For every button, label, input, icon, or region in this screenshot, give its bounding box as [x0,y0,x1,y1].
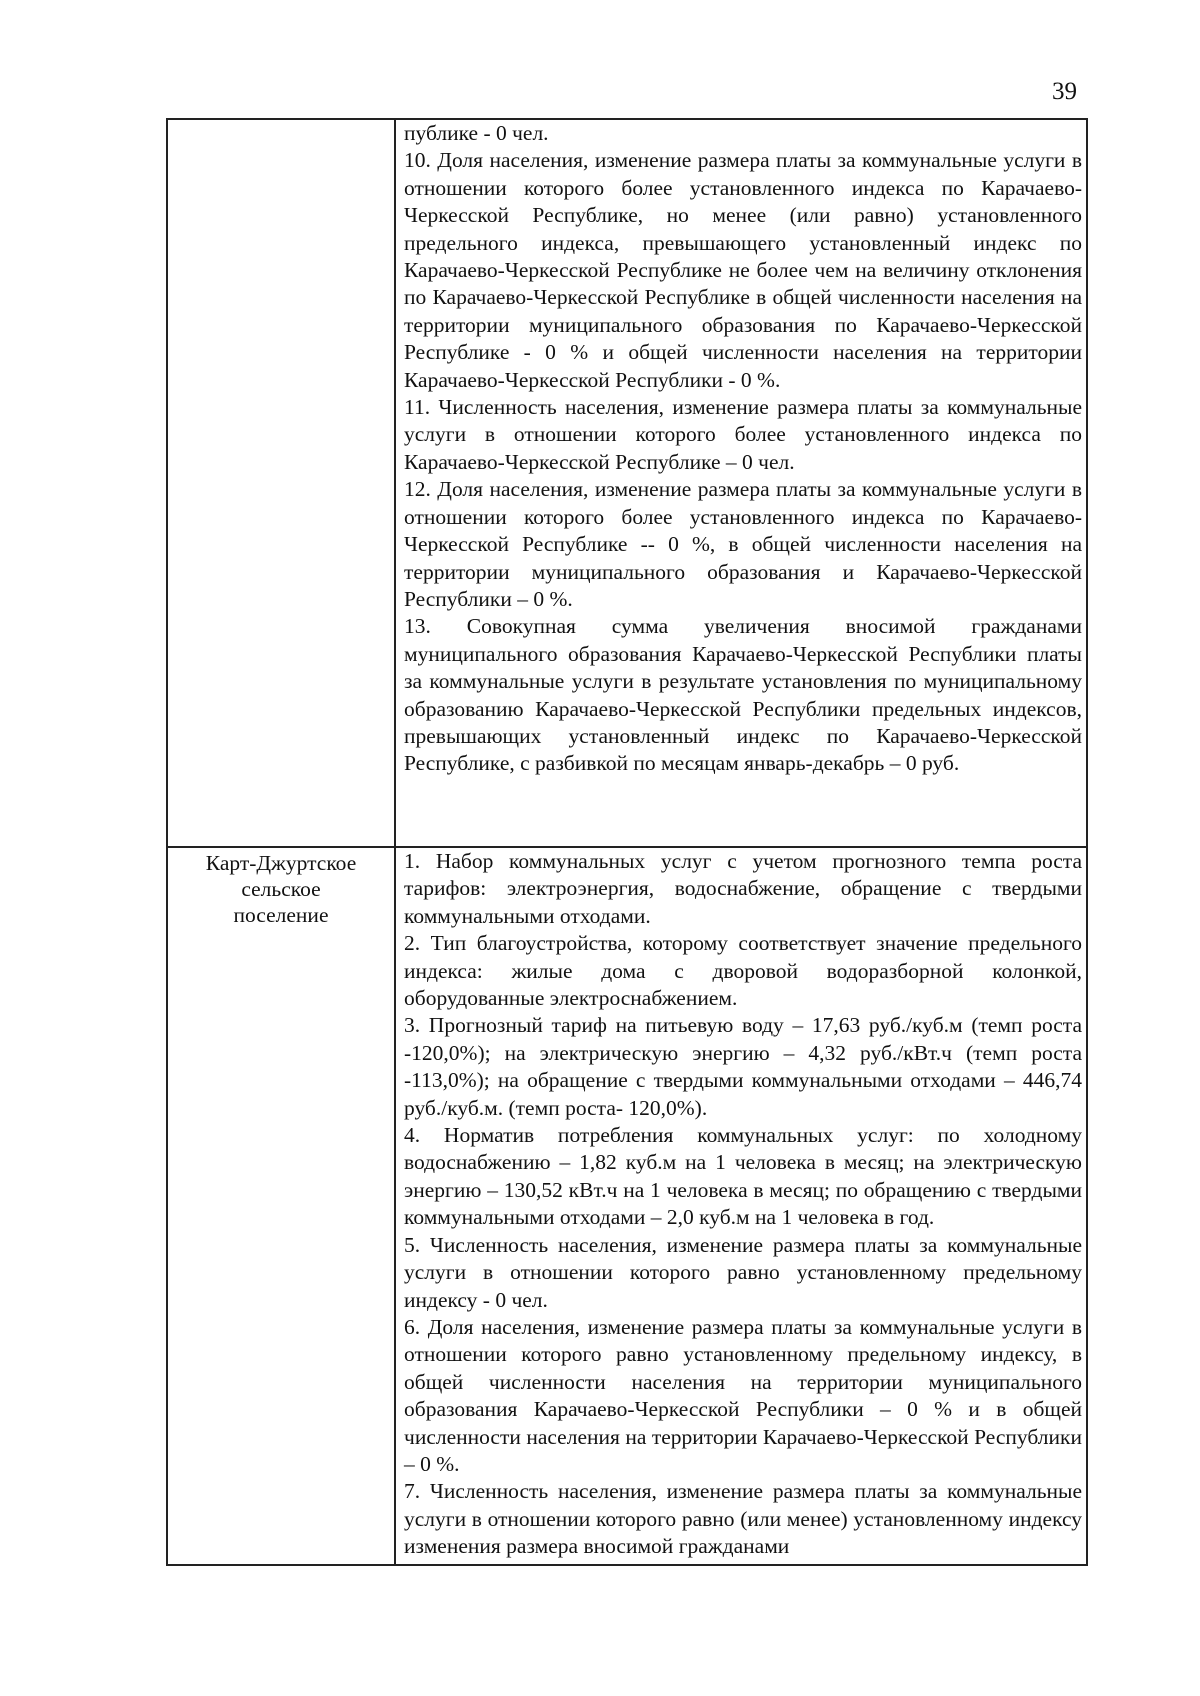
indicator-paragraph: 7. Численность населения, изменение размера платы за коммунальные услуги в отношении которого равно (или менее) установленному индексу изменения размера вносимой гражданами [404,1479,1082,1559]
indicator-paragraph: 3. Прогнозный тариф на питьевую воду – 17,63 руб./куб.м (темп роста -120,0%); на электрическую энергию – 4,32 руб./кВт.ч (темп роста -113,0%); на обращение с твердыми коммунальными отходами – 446,74 руб./куб.м. (темп роста- 120,0%). [404,1013,1082,1120]
municipality-cell [168,848,396,1564]
page-number: 39 [1052,78,1077,105]
indicator-paragraph: публике - 0 чел. [404,121,549,145]
indicators-cell [396,120,1086,846]
indicator-paragraph: 6. Доля населения, изменение размера платы за коммунальные услуги в отношении которого равно установленному предельному индексу, в общей численности населения на территории муниципального образования Карачаево-Черкесской Республики – 0 % и в общей численности населения на территории Карачаево-Черкесской Республики – 0 %. [404,1314,1082,1476]
indicator-paragraph: 5. Численность населения, изменение размера платы за коммунальные услуги в отношении которого равно установленному предельному индексу - 0 чел. [404,1232,1082,1312]
table-row [168,848,1086,1564]
municipality-cell [168,120,396,846]
indicator-paragraph: 10. Доля населения, изменение размера платы за коммунальные услуги в отношении которого более установленного индекса по Карачаево-Черкесской Республике, но менее (или равно) установленного предельного индекса, превышающего установленный индекс по Карачаево-Черкесской Республике не более чем на величину отклонения по Карачаево-Черкесской Республике в общей численности населения на территории муниципального образования по Карачаево-Черкесской Республике - 0 % и общей численности населения на территории Карачаево-Черкесской Республики - 0 %. [404,148,1082,392]
indicator-paragraph: 1. Набор коммунальных услуг с учетом прогнозного темпа роста тарифов: электроэнергия, водоснабжение, обращение с твердыми коммунальными отходами. [404,849,1082,928]
indicator-paragraph: 12. Доля населения, изменение размера платы за коммунальные услуги в отношении которого более установленного индекса по Карачаево-Черкесской Республике -- 0 %, в общей численности населения на территории муниципального образования и Карачаево-Черкесской Республики – 0 %. [404,477,1082,611]
municipality-name-line: Карт-Джуртское [205,851,357,875]
municipality-name-line: поселение [233,903,329,927]
indicator-paragraph: 2. Тип благоустройства, которому соответствует значение предельного индекса: жилые дома с дворовой водоразборной колонкой, оборудованные электроснабжением. [404,931,1082,1011]
table-row [168,120,1086,848]
indicators-cell [396,848,1086,1564]
indicator-paragraph: 11. Численность населения, изменение размера платы за коммунальные услуги в отношении которого более установленного индекса по Карачаево-Черкесской Республике – 0 чел. [404,395,1082,474]
municipality-name-line: сельское [241,877,321,901]
indicator-paragraph: 13. Совокупная сумма увеличения вносимой гражданами муниципального образования Карачаево-Черкесской Республики платы за коммунальные услуги в результате установления по муниципальному образованию Карачаево-Черкесской Республики предельных индексов, превышающих установленный индекс по Карачаево-Черкесской Республике, с разбивкой по месяцам январь-декабрь – 0 руб. [404,614,1082,776]
indicator-paragraph: 4. Норматив потребления коммунальных услуг: по холодному водоснабжению – 1,82 куб.м на 1 человека в месяц; на электрическую энергию – 130,52 кВт.ч на 1 человека в месяц; по обращению с твердыми коммунальными отходами – 2,0 куб.м на 1 человека в год. [404,1123,1082,1230]
document-table [166,118,1088,1566]
